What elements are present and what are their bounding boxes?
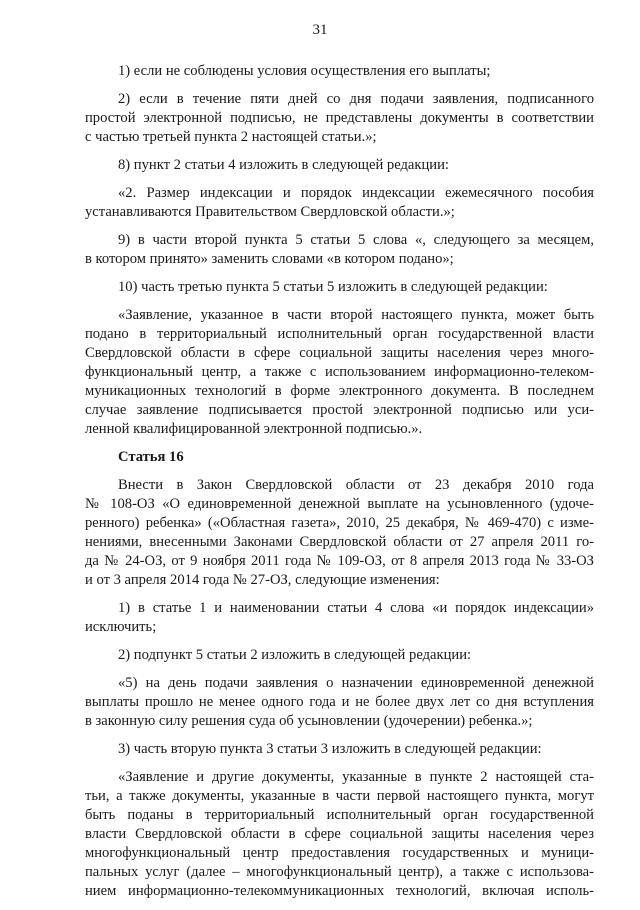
text-line: «2. Размер индексации и порядок индексации ежемесячного пособия <box>118 185 594 201</box>
text-line: 8) пункт 2 статьи 4 изложить в следующей редакции: <box>118 157 449 173</box>
text-line: с частью третьей пункта 2 настоящей статьи.»; <box>85 129 377 145</box>
text-line: Внести в Закон Свердловской области от 23 декабря 2010 года <box>118 477 594 493</box>
text-line: 1) если не соблюдены условия осуществления его выплаты; <box>118 63 491 79</box>
quote-application <box>85 306 594 439</box>
item-2 <box>85 90 594 147</box>
text-line: устанавливаются Правительством Свердловской области.»; <box>85 204 455 220</box>
quote-indexation <box>85 184 594 222</box>
text-line: муникационных технологий в форме электронного документа. В последнем <box>85 383 594 399</box>
text-line: 3) часть вторую пункта 3 статьи 3 изложить в следующей редакции: <box>118 741 542 757</box>
text-line: да № 24-ОЗ, от 9 ноября 2011 года № 109-ОЗ, от 8 апреля 2013 года № 33-ОЗ <box>85 553 594 569</box>
text-line: «Заявление и другие документы, указанные в пункте 2 настоящей ста- <box>118 769 594 785</box>
page-number: 31 <box>312 22 328 38</box>
text-line: многофункциональный центр предоставления государственных и муници- <box>85 845 594 861</box>
item-9 <box>85 231 594 269</box>
a16-item-1 <box>85 599 594 637</box>
text-line: исключить; <box>85 619 157 635</box>
item-1 <box>118 62 594 81</box>
text-line: и от 3 апреля 2014 года № 27-ОЗ, следующие изменения: <box>85 572 440 588</box>
article-16-intro <box>85 476 594 590</box>
text-line: нениями, внесенными Законами Свердловской области от 27 апреля 2011 го- <box>85 534 594 550</box>
text-line: в котором принято» заменить словами «в котором подано»; <box>85 251 454 267</box>
text-line: простой электронной подписью, не представлены документы в соответствии <box>85 110 594 126</box>
item-10 <box>118 278 594 297</box>
text-line: быть поданы в территориальный исполнительный орган государственной <box>85 807 594 823</box>
text-line: в законную силу решения суда об усыновлении (удочерении) ребенка.»; <box>85 713 533 729</box>
document-body <box>85 62 594 910</box>
text-line: нием информационно-телекоммуникационных технологий, включая исполь- <box>85 883 594 899</box>
text-line: 9) в части второй пункта 5 статьи 5 слова «, следующего за месяцем, <box>118 232 594 248</box>
text-line: функциональный центр, а также с использованием информационно-телеком- <box>85 364 594 380</box>
article-heading: Статья 16 <box>118 449 184 465</box>
text-line: выплаты прошло не менее одного года и не более двух лет со дня вступления <box>85 694 594 710</box>
text-line: 1) в статье 1 и наименовании статьи 4 слова «и порядок индексации» <box>118 600 594 616</box>
text-line: 2) если в течение пяти дней со дня подачи заявления, подписанного <box>118 91 594 107</box>
text-line: тьи, а также документы, указанные в части первой настоящего пункта, могут <box>85 788 594 804</box>
text-line: подано в территориальный исполнительный орган государственной власти <box>85 326 594 342</box>
quote-subitem-5 <box>85 674 594 731</box>
text-line: № 108-ОЗ «О единовременной денежной выплате на усыновленного (удоче- <box>85 496 594 512</box>
text-line: 10) часть третью пункта 5 статьи 5 изложить в следующей редакции: <box>118 279 548 295</box>
text-line: ренного) ребенка» («Областная газета», 2010, 25 декабря, № 469-470) с изме- <box>85 515 594 531</box>
text-line: пальных услуг (далее – многофункциональный центр), а также с использова- <box>85 864 594 880</box>
text-line: «5) на день подачи заявления о назначении единовременной денежной <box>118 675 594 691</box>
quote-documents <box>85 768 594 901</box>
text-line: ленной квалифицированной электронной подписью.». <box>85 421 423 437</box>
text-line: «Заявление, указанное в части второй настоящего пункта, может быть <box>118 307 594 323</box>
text-line: власти Свердловской области в сфере социальной защиты населения через <box>85 826 594 842</box>
item-8 <box>118 156 594 175</box>
text-line: 2) подпункт 5 статьи 2 изложить в следующей редакции: <box>118 647 472 663</box>
text-line: случае заявление подписывается простой электронной подписью или уси- <box>85 402 594 418</box>
text-line: Свердловской области в сфере социальной защиты населения через много- <box>85 345 594 361</box>
a16-item-3 <box>118 740 594 759</box>
a16-item-2 <box>118 646 594 665</box>
